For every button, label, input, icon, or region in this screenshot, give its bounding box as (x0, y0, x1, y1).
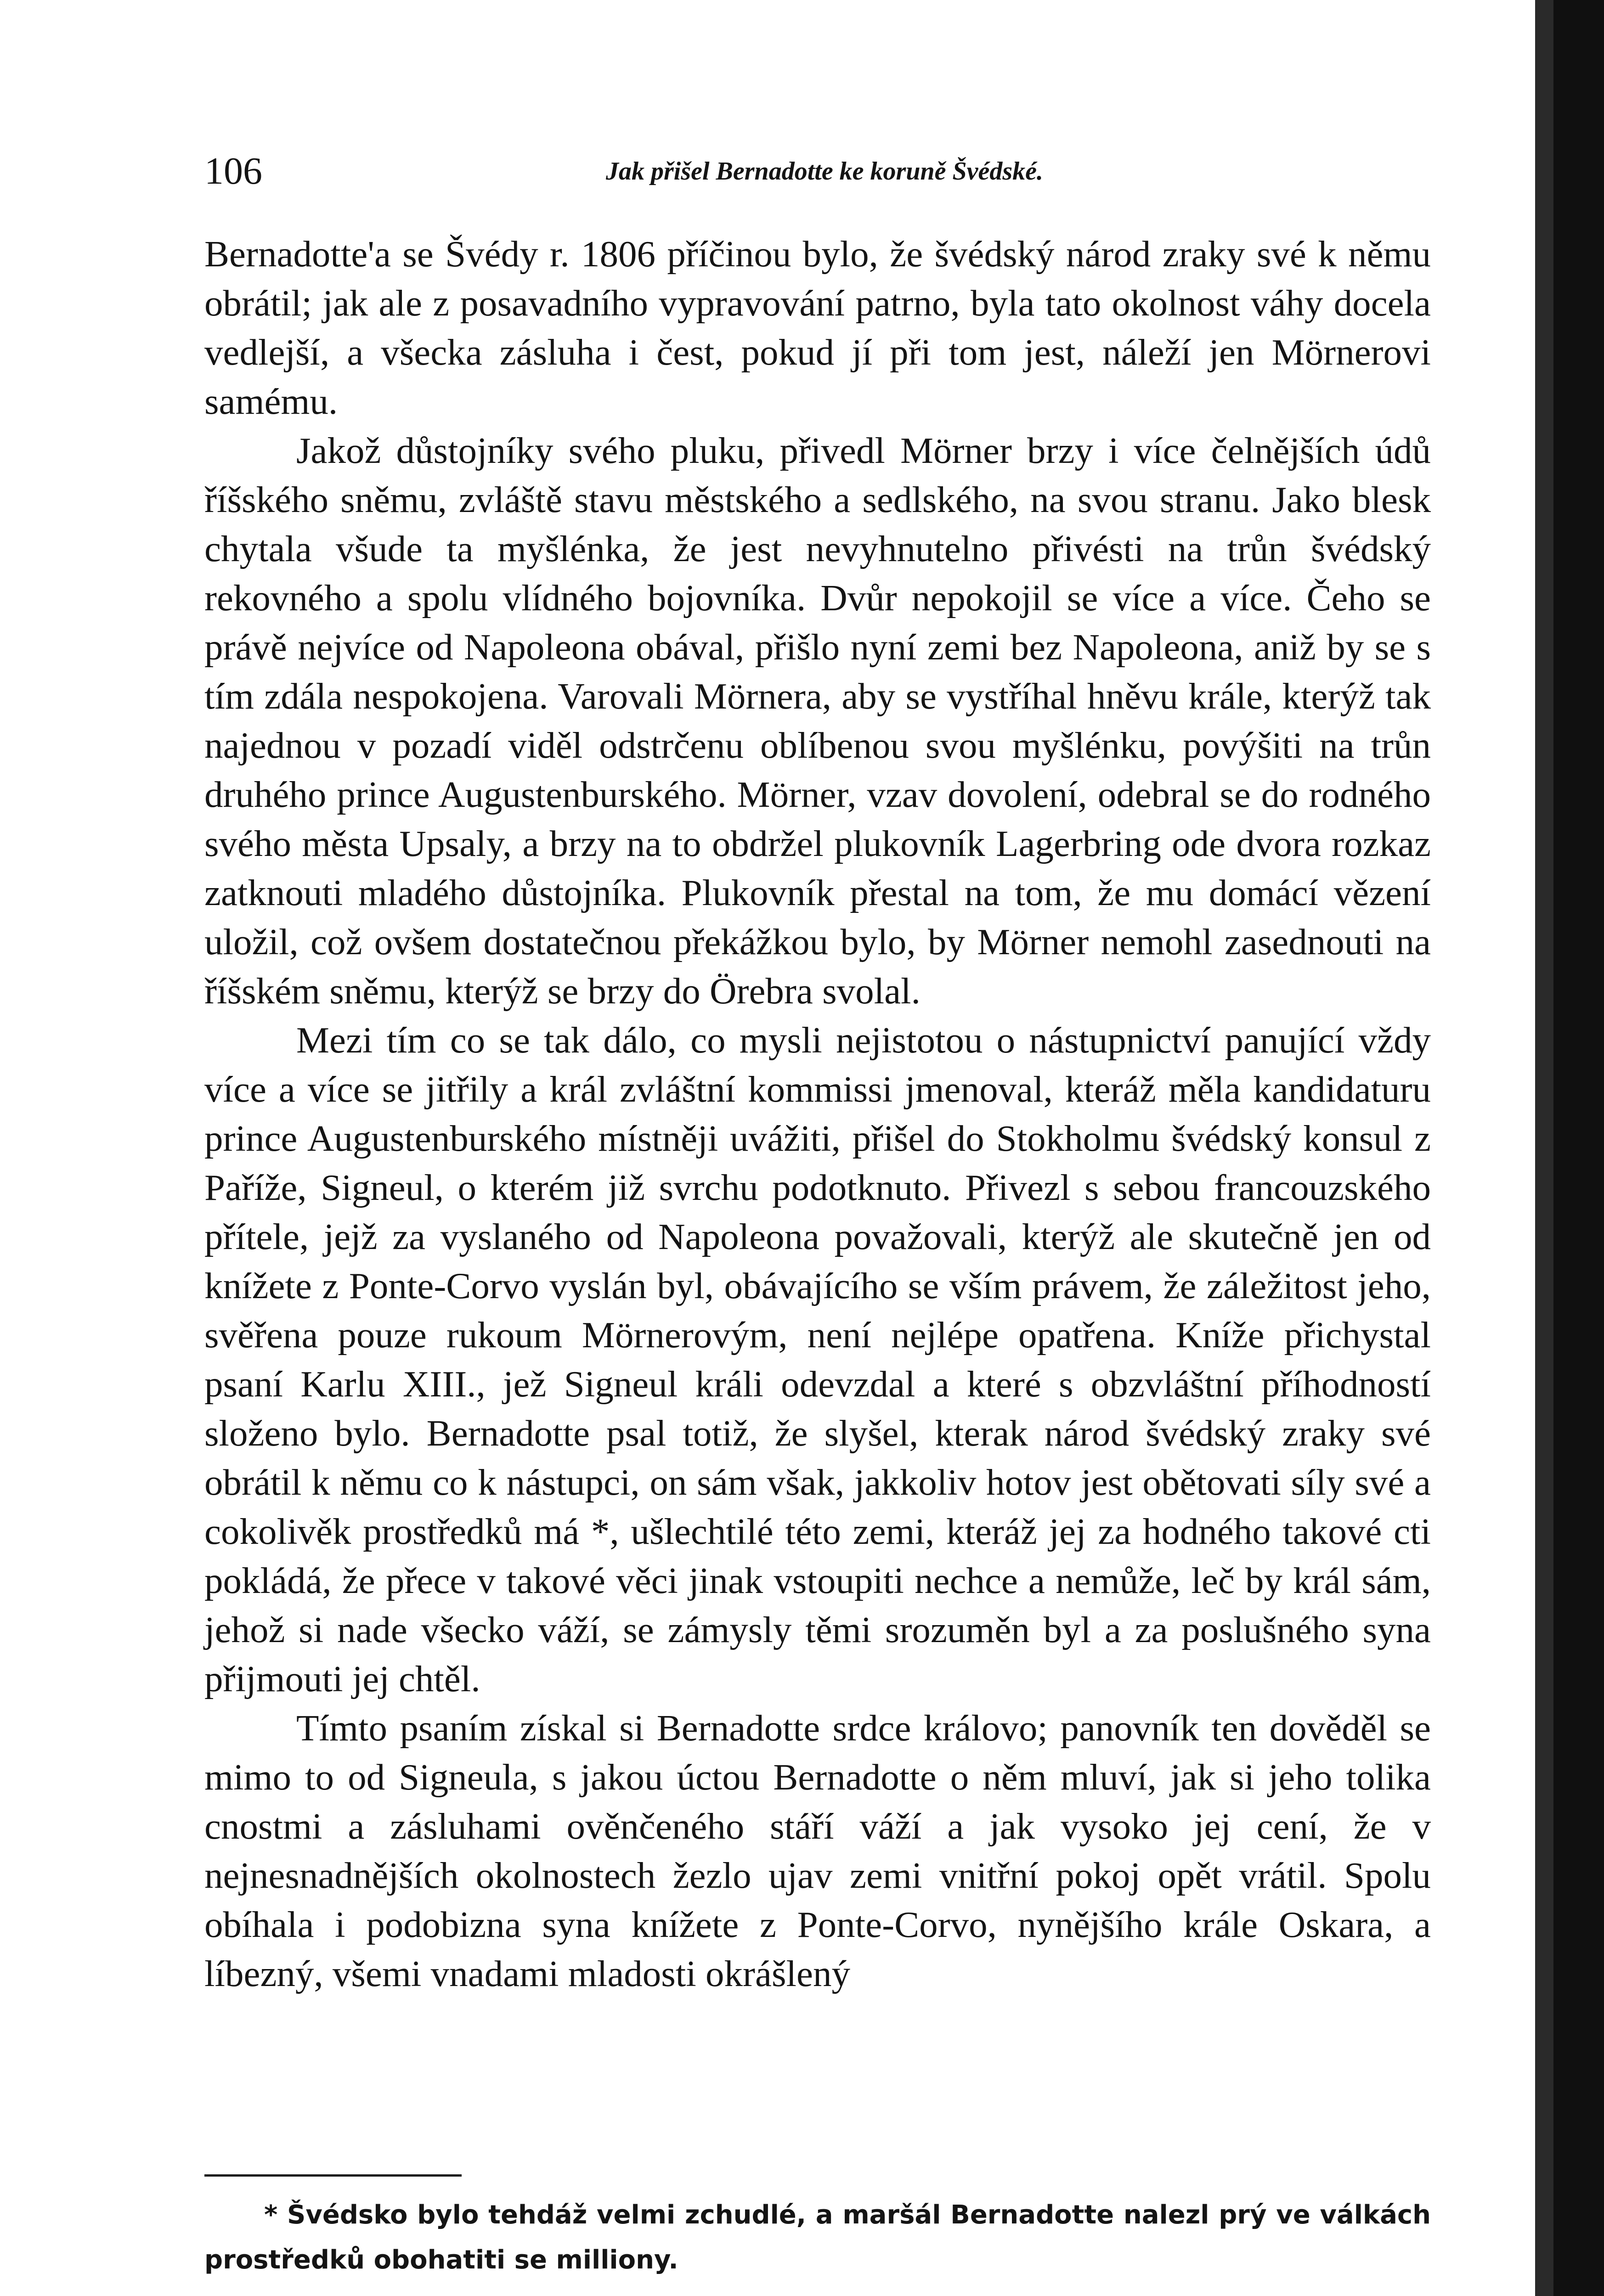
footnote: * Švédsko bylo tehdáž velmi zchudlé, a maršál Bernadotte nalezl prý ve válkách prostředků obohatiti se milliony. (204, 2200, 1431, 2275)
paragraph-3: Mezi tím co se tak dálo, co mysli nejistotou o nástupnictví panující vždy více a více se jitřily a král zvláštní kommissi jmenoval, kteráž měla kandidaturu prince Augustenburského místněji uvážiti, přišel do Stokholmu švédský konsul z Paříže, Signeul, o kterém již svrchu podotknuto. Přivezl s sebou francouzského přítele, jejž za vyslaného od Napoleona považovali, kterýž ale skutečně jen od knížete z Ponte-Corvo vyslán byl, obávajícího se vším právem, že záležitost jeho, svěřena pouze rukoum Mörnerovým, není nejlépe opatřena. Kníže přichystal psaní Karlu XIII., jež Signeul králi odevzdal a které s obzvláštní příhodností složeno bylo. Bernadotte psal totiž, že slyšel, kterak národ švédský zraky své obrátil k němu co k nástupci, on sám však, jakkoliv hotov jest obětovati síly své a cokolivěk prostředků má *, ušlechtilé této zemi, kteráž jej za hodného takové cti pokládá, že přece v takové věci jinak vstoupiti nechce a nemůže, leč by král sám, jehož si nade všecko váží, se zámysly těmi srozuměn byl a za poslušného syna přijmouti jej chtěl. (204, 1019, 1431, 1699)
paragraph-2: Jakož důstojníky svého pluku, přivedl Mörner brzy i více čelnějších údů říšského sněmu, zvláště stavu městského a sedlského, na svou stranu. Jako blesk chytala všude ta myšlénka, že jest nevyhnutelno přivésti na trůn švédský rekovného a spolu vlídného bojovníka. Dvůr nepokojil se více a více. Čeho se právě nejvíce od Napoleona obával, přišlo nyní zemi bez Napoleona, aniž by se s tím zdála nespokojena. Varovali Mörnera, aby se vystříhal hněvu krále, kterýž tak najednou v pozadí viděl odstrčenu oblíbenou svou myšlénku, povýšiti na trůn druhého prince Augustenburského. Mörner, vzav dovolení, odebral se do rodného svého města Upsaly, a brzy na to obdržel plukovník Lagerbring ode dvora rozkaz zatknouti mladého důstojníka. Plukovník přestal na tom, že mu domácí vězení uložil, což ovšem dostatečnou překážkou bylo, by Mörner nemohl zasednouti na říšském sněmu, kterýž se brzy do Örebra svolal. (204, 430, 1431, 1012)
paragraph-4: Tímto psaním získal si Bernadotte srdce královo; panovník ten dověděl se mimo to od Signeula, s jakou úctou Bernadotte o něm mluví, jak si jeho tolika cnostmi a zásluhami ověnčeného stáří váží a jak vysoko jej cení, že v nejnesnadnějších okolnostech žezlo ujav zemi vnitřní pokoj opět vrátil. Spolu obíhala i podobizna syna knížete z Ponte-Corvo, nynějšího krále Oskara, a líbezný, všemi vnadami mladosti okrášlený (204, 1707, 1431, 1994)
paragraph-1: Bernadotte'a se Švédy r. 1806 příčinou bylo, že švédský národ zraky své k němu obrátil; jak ale z posavadního vypravování patrno, byla tato okolnost váhy docela vedlejší, a všecka zásluha i čest, pokud jí při tom jest, náleží jen Mörnerovi samému. (204, 233, 1431, 422)
page-number: 106 (204, 150, 262, 192)
scan-page-edge (1535, 0, 1604, 2296)
body-text (204, 230, 1431, 1998)
running-title: Jak přišel Bernadotte ke koruně Švédské. (606, 157, 1043, 186)
footnote-divider (204, 2174, 462, 2177)
page-header (204, 146, 1445, 197)
scan-edge-inner (1535, 0, 1553, 2296)
